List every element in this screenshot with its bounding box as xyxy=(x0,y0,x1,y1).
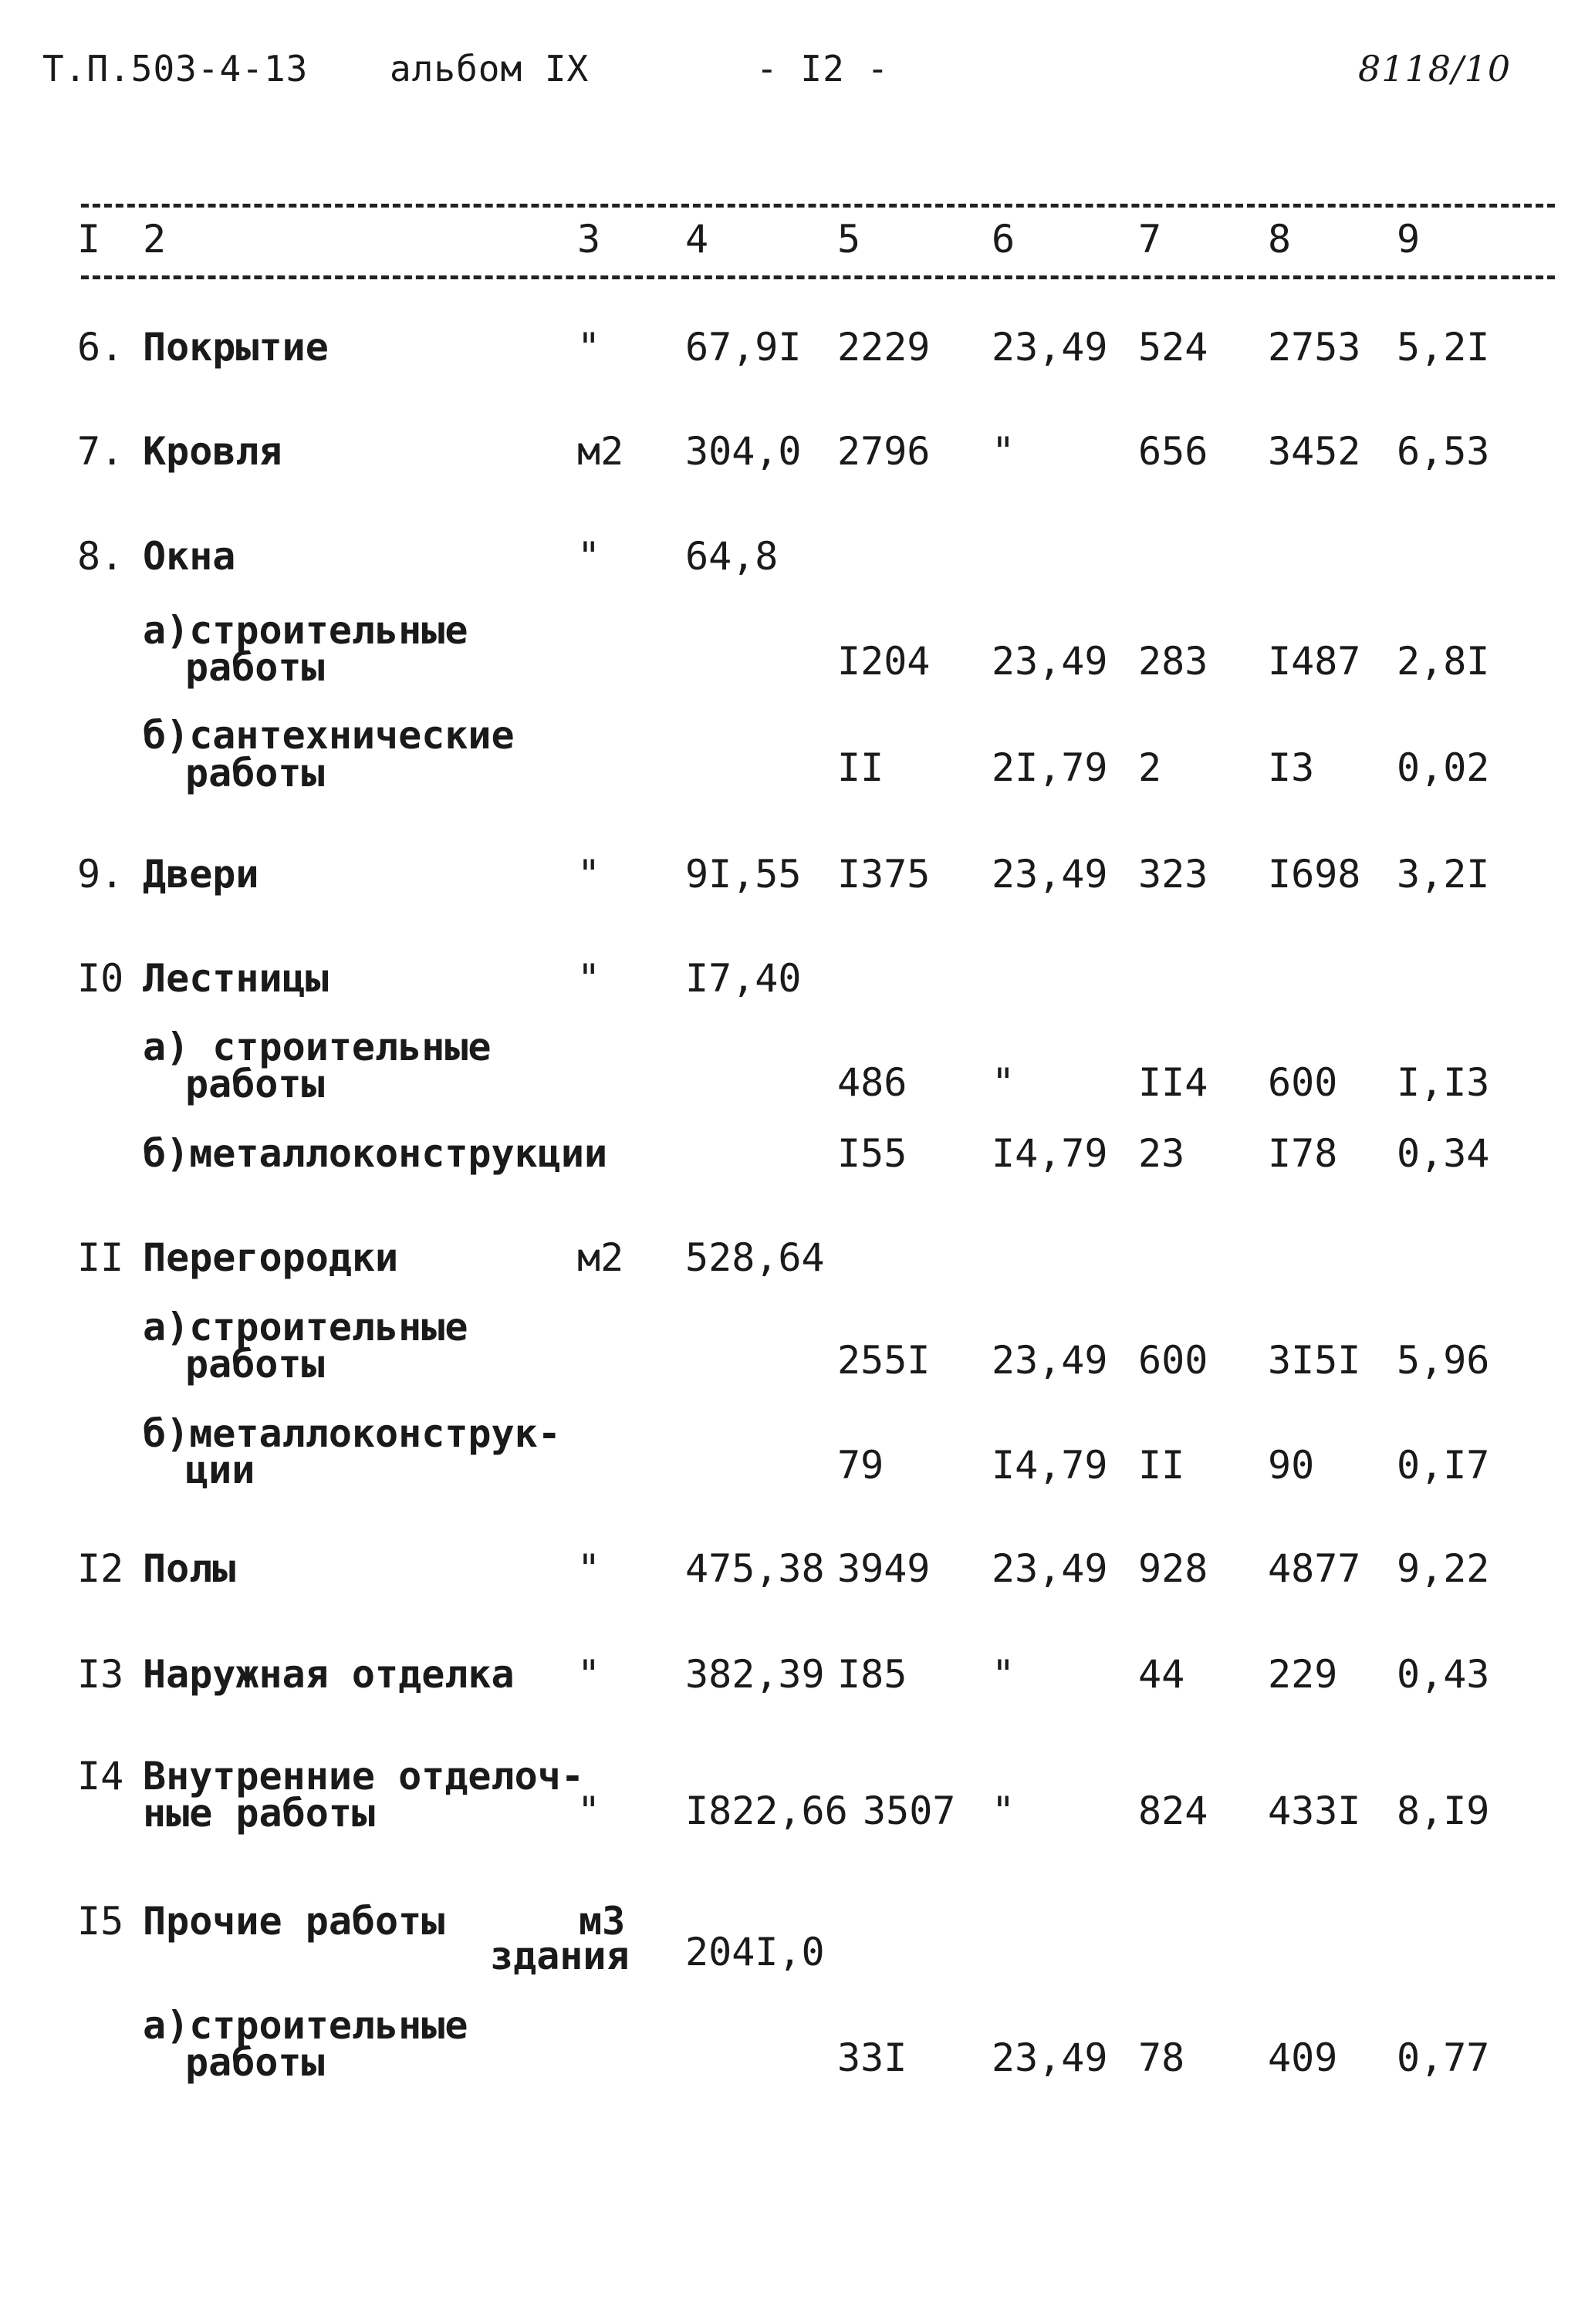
row-qty: 475,38 xyxy=(685,1546,825,1591)
row-subitem: а)строительные xyxy=(143,608,468,653)
row-col7: 323 xyxy=(1138,852,1208,897)
row-unit: " xyxy=(577,325,601,370)
row-col9: 0,34 xyxy=(1397,1131,1490,1176)
row-subitem: б)сантехнические xyxy=(143,713,515,758)
row-col7: 824 xyxy=(1138,1789,1208,1833)
row-col7: 600 xyxy=(1138,1338,1208,1383)
row-subitem: а)строительные xyxy=(143,1305,468,1349)
column-header-3: 3 xyxy=(577,217,601,262)
row-number: 8. xyxy=(77,534,124,579)
row-col6: 23,49 xyxy=(992,639,1108,684)
row-unit: " xyxy=(577,1789,601,1833)
row-col8: 409 xyxy=(1268,2035,1338,2080)
row-col9: 0,I7 xyxy=(1397,1443,1490,1488)
row-number: 6. xyxy=(77,325,124,370)
row-col6: 23,49 xyxy=(992,325,1108,370)
row-col6: 23,49 xyxy=(992,2035,1108,2080)
row-col6: 2I,79 xyxy=(992,745,1108,790)
row-col9: 3,2I xyxy=(1397,852,1490,897)
row-col7: 656 xyxy=(1138,429,1208,474)
row-subitem-cont: работы xyxy=(185,751,325,795)
row-col7: 283 xyxy=(1138,639,1208,684)
row-col8: I3 xyxy=(1268,745,1315,790)
row-col8: I698 xyxy=(1268,852,1361,897)
row-col8: I487 xyxy=(1268,639,1361,684)
row-unit: " xyxy=(577,1546,601,1591)
row-col9: 8,I9 xyxy=(1397,1789,1490,1833)
row-name: Наружная отделка xyxy=(143,1652,515,1697)
row-name: Полы xyxy=(143,1546,236,1591)
row-col7: 23 xyxy=(1138,1131,1185,1176)
row-qty: 204I,0 xyxy=(685,1930,825,1974)
row-col9: 0,77 xyxy=(1397,2035,1490,2080)
row-subitem: б)металлоконструк- xyxy=(143,1411,561,1456)
row-col8: 3452 xyxy=(1268,429,1361,474)
row-qty: I7,40 xyxy=(685,956,802,1001)
row-number: 7. xyxy=(77,429,124,474)
row-unit: м2 xyxy=(577,1235,624,1280)
row-col6: I4,79 xyxy=(992,1443,1108,1488)
row-col8: 90 xyxy=(1268,1443,1315,1488)
row-subitem: а) строительные xyxy=(143,1025,492,1069)
row-col6: 23,49 xyxy=(992,1546,1108,1591)
row-col9: 5,96 xyxy=(1397,1338,1490,1383)
row-col5: 486 xyxy=(837,1060,907,1105)
row-col7: 928 xyxy=(1138,1546,1208,1591)
row-unit: " xyxy=(577,1652,601,1697)
row-qty: I822,66 xyxy=(685,1789,848,1833)
row-name: Прочие работы xyxy=(143,1899,445,1944)
row-col9: 6,53 xyxy=(1397,429,1490,474)
row-col5: 255I xyxy=(837,1338,931,1383)
row-col7: 2 xyxy=(1138,745,1162,790)
row-name: Двери xyxy=(143,852,259,897)
row-number: II xyxy=(77,1235,124,1280)
row-col7: 44 xyxy=(1138,1652,1185,1697)
table-top-rule xyxy=(81,204,1555,208)
row-col6: " xyxy=(992,429,1015,474)
sheet-number: 8118/10 xyxy=(1358,48,1512,90)
row-col5: 3507 xyxy=(863,1789,956,1833)
row-name: Перегородки xyxy=(143,1235,399,1280)
row-col8: 433I xyxy=(1268,1789,1361,1833)
row-number: I2 xyxy=(77,1546,124,1591)
row-col5: 33I xyxy=(837,2035,907,2080)
doc-code: Т.П.503-4-13 xyxy=(42,48,309,90)
row-unit: " xyxy=(577,956,601,1001)
row-col9: 2,8I xyxy=(1397,639,1490,684)
row-name: Окна xyxy=(143,534,236,579)
row-subitem-cont: ции xyxy=(185,1447,255,1492)
row-unit-cont: здания xyxy=(490,1934,630,1978)
row-name-cont: ные работы xyxy=(143,1791,376,1836)
column-header-4: 4 xyxy=(685,217,709,262)
column-header-7: 7 xyxy=(1138,217,1162,262)
column-header-8: 8 xyxy=(1268,217,1292,262)
row-qty: 304,0 xyxy=(685,429,802,474)
row-name: Лестницы xyxy=(143,956,329,1001)
row-col6: " xyxy=(992,1652,1015,1697)
row-name: Внутренние отделоч- xyxy=(143,1754,584,1799)
row-col8: 4877 xyxy=(1268,1546,1361,1591)
row-col7: 524 xyxy=(1138,325,1208,370)
row-unit: " xyxy=(577,534,601,579)
row-col6: " xyxy=(992,1789,1015,1833)
row-col7: II4 xyxy=(1138,1060,1208,1105)
row-col7: 78 xyxy=(1138,2035,1185,2080)
row-col5: 79 xyxy=(837,1443,884,1488)
row-col8: 229 xyxy=(1268,1652,1338,1697)
row-col5: I375 xyxy=(837,852,931,897)
row-name: Покрытие xyxy=(143,325,329,370)
row-qty: 64,8 xyxy=(685,534,779,579)
column-header-1: I xyxy=(77,217,101,262)
row-col5: II xyxy=(837,745,884,790)
row-unit: м2 xyxy=(577,429,624,474)
row-col9: 5,2I xyxy=(1397,325,1490,370)
row-col6: " xyxy=(992,1060,1015,1105)
row-qty: 528,64 xyxy=(685,1235,825,1280)
column-header-6: 6 xyxy=(992,217,1015,262)
album-label: альбом IX xyxy=(390,48,590,90)
row-col7: II xyxy=(1138,1443,1185,1488)
row-number: I5 xyxy=(77,1899,124,1944)
row-col8: I78 xyxy=(1268,1131,1338,1176)
row-col9: 9,22 xyxy=(1397,1546,1490,1591)
row-col5: I204 xyxy=(837,639,931,684)
row-unit: м3 xyxy=(579,1899,626,1944)
column-header-2: 2 xyxy=(143,217,167,262)
row-col9: 0,02 xyxy=(1397,745,1490,790)
row-col5: 2229 xyxy=(837,325,931,370)
row-number: 9. xyxy=(77,852,124,897)
row-unit: " xyxy=(577,852,601,897)
row-col5: I55 xyxy=(837,1131,907,1176)
row-subitem: б)металлоконструкции xyxy=(143,1131,608,1176)
row-col6: 23,49 xyxy=(992,1338,1108,1383)
row-name: Кровля xyxy=(143,429,282,474)
table-header-rule xyxy=(81,275,1555,279)
row-col5: I85 xyxy=(837,1652,907,1697)
row-number: I3 xyxy=(77,1652,124,1697)
row-col8: 2753 xyxy=(1268,325,1361,370)
row-col5: 2796 xyxy=(837,429,931,474)
row-subitem-cont: работы xyxy=(185,1062,325,1106)
row-qty: 9I,55 xyxy=(685,852,802,897)
page-number: - I2 - xyxy=(756,48,890,90)
row-col5: 3949 xyxy=(837,1546,931,1591)
row-number: I0 xyxy=(77,956,124,1001)
row-col9: 0,43 xyxy=(1397,1652,1490,1697)
row-subitem-cont: работы xyxy=(185,645,325,690)
row-col6: 23,49 xyxy=(992,852,1108,897)
row-number: I4 xyxy=(77,1754,124,1799)
row-subitem-cont: работы xyxy=(185,2040,325,2085)
row-col8: 3I5I xyxy=(1268,1338,1361,1383)
row-col8: 600 xyxy=(1268,1060,1338,1105)
column-header-9: 9 xyxy=(1397,217,1421,262)
row-col9: I,I3 xyxy=(1397,1060,1490,1105)
row-col6: I4,79 xyxy=(992,1131,1108,1176)
row-subitem-cont: работы xyxy=(185,1342,325,1387)
row-qty: 382,39 xyxy=(685,1652,825,1697)
row-subitem: а)строительные xyxy=(143,2003,468,2048)
row-qty: 67,9I xyxy=(685,325,802,370)
column-header-5: 5 xyxy=(837,217,861,262)
